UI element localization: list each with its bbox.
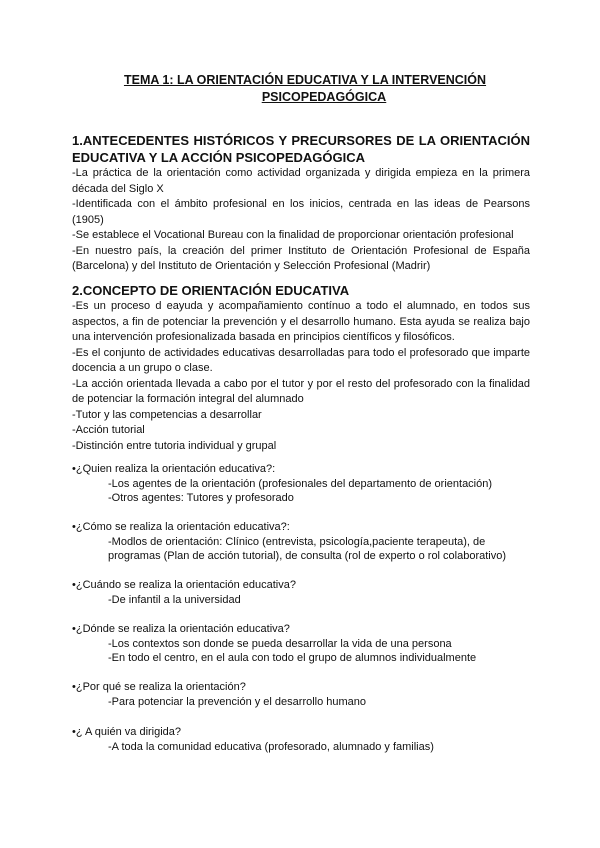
document-title — [0, 72, 600, 106]
question-text: •¿Por qué se realiza la orientación? — [72, 681, 246, 693]
answer-line: -Los contextos son donde se pueda desarrollar la vida de una persona — [108, 637, 452, 650]
section2-item: -Es el conjunto de actividades educativas desarrolladas para todo el profesorado que imparte docencia a un grupo o clase. — [72, 346, 530, 374]
section1-body — [72, 166, 530, 275]
question-block-target — [72, 725, 530, 754]
question-block-how — [72, 520, 530, 564]
section2-item: -Es un proceso d eayuda y acompañamiento contínuo a todo el alumnado, en todos sus aspectos, a fin de potenciar la prevención y el desarrollo humano. Esta ayuda se realiza bajo una intervención profesionalizada basada en principios científicos y filosóficos. — [72, 300, 530, 343]
question-block-who — [72, 462, 530, 506]
question-text: •¿Quien realiza la orientación educativa?: — [72, 463, 276, 475]
question-text: •¿Cómo se realiza la orientación educativa?: — [72, 521, 290, 533]
section2-heading: 2.CONCEPTO DE ORIENTACIÓN EDUCATIVA — [72, 283, 350, 298]
section1-item: -Se establece el Vocational Bureau con la finalidad de proporcionar orientación profesional — [72, 229, 514, 241]
question-text: •¿Dónde se realiza la orientación educativa? — [72, 623, 290, 635]
answer-line: -A toda la comunidad educativa (profesorado, alumnado y familias) — [108, 740, 434, 753]
answer-line: -De infantil a la universidad — [108, 593, 241, 606]
section1-item: -Identificada con el ámbito profesional en los inicios, centrada en las ideas de Pearsons (1905) — [72, 198, 530, 226]
section2-item: -Acción tutorial — [72, 424, 145, 436]
question-block-why — [72, 680, 530, 709]
question-text: •¿ A quién va dirigida? — [72, 726, 182, 738]
section2-body — [72, 299, 530, 454]
question-block-where — [72, 622, 530, 666]
section1-item: -La práctica de la orientación como actividad organizada y dirigida empieza en la primera década del Siglo X — [72, 167, 530, 195]
section2-item: -Tutor y las competencias a desarrollar — [72, 408, 262, 421]
section1-heading: 1.ANTECEDENTES HISTÓRICOS Y PRECURSORES DE LA ORIENTACIÓN EDUCATIVA Y LA ACCIÓN PSICOPEDAGÓGICA — [72, 133, 530, 165]
section1-item: -En nuestro país, la creación del primer Instituto de Orientación Profesional de España (Barcelona) y del Instituto de Orientación y Selección Profesional (Madrir) — [72, 244, 530, 272]
title-line-1: TEMA 1: LA ORIENTACIÓN EDUCATIVA Y LA INTERVENCIÓN — [123, 73, 487, 87]
question-text: •¿Cuándo se realiza la orientación educativa? — [72, 579, 296, 591]
answer-line: -Los agentes de la orientación (profesionales del departamento de orientación) — [108, 477, 493, 490]
section2-item: -La acción orientada llevada a cabo por el tutor y por el resto del profesorado con la finalidad de potenciar la formación integral del alumnado — [72, 377, 530, 405]
section2-item: -Distinción entre tutoria individual y grupal — [72, 439, 277, 452]
answer-line: -Para potenciar la prevención y el desarrollo humano — [108, 695, 367, 708]
answer-line: -Otros agentes: Tutores y profesorado — [108, 492, 294, 504]
answer-line: -En todo el centro, en el aula con todo el grupo de alumnos individualmente — [108, 652, 477, 664]
question-block-when — [72, 578, 530, 607]
answer-line: -Modlos de orientación: Clínico (entrevista, psicología,paciente terapeuta), de programas (Plan de acción tutorial), de consulta (rol de experto o rol colaborativo) — [108, 535, 507, 562]
title-line-2: PSICOPEDAGÓGICA — [261, 90, 387, 104]
